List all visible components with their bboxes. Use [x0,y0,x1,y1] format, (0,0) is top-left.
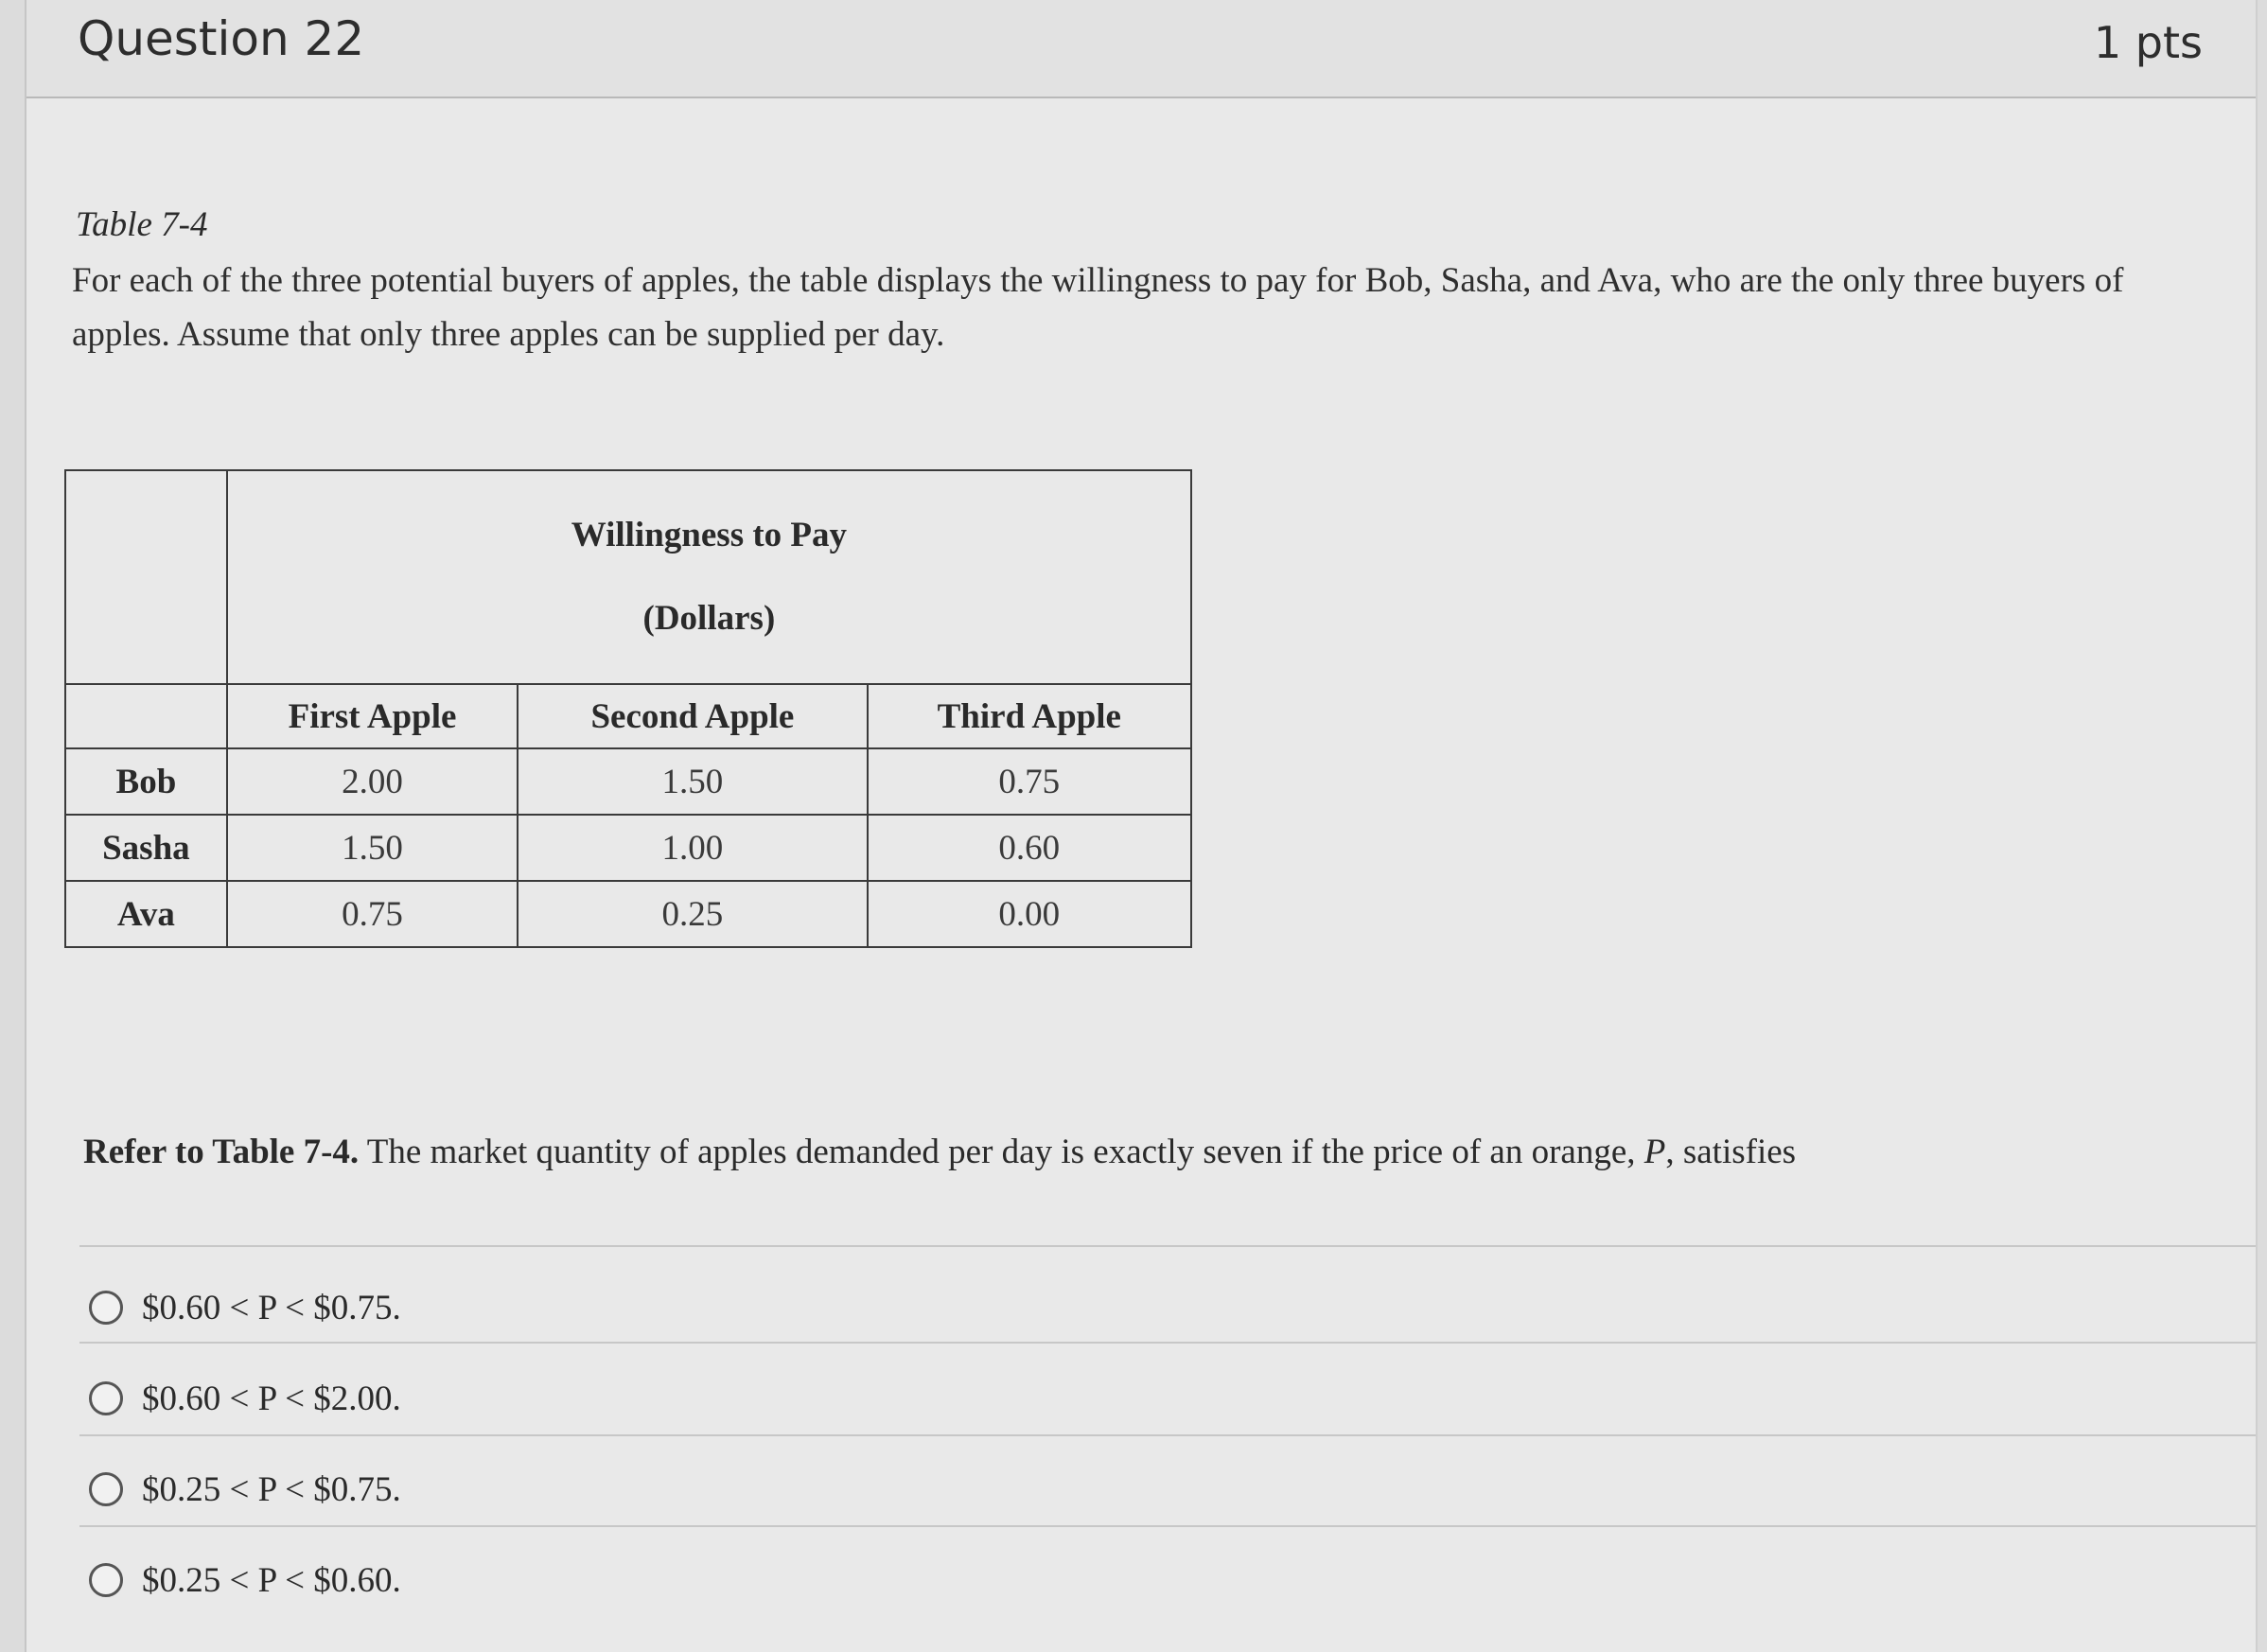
question-title: Question 22 [78,11,365,66]
table-caption: Table 7-4 [76,205,208,244]
radio-button-icon[interactable] [89,1563,123,1597]
column-header-row [65,684,1191,748]
answer-divider [79,1342,2256,1344]
table-row [65,881,1191,947]
table-header-title: Willingness to Pay [571,516,848,554]
stem-table-reference: Refer to Table 7-4. [83,1133,360,1171]
question-header [26,0,2256,98]
answer-option-3[interactable] [89,1461,401,1518]
table-row [65,815,1191,881]
table-header-row [65,470,1191,684]
table-header-unit: (Dollars) [642,599,776,638]
answer-divider [79,1525,2256,1527]
question-description: For each of the three potential buyers of apples, the table displays the willingness to pay for Bob, Sasha, and Ava, who are the only three buyers of apples. Assume that only three apples can be supplied per day. [72,261,2124,354]
column-header: Second Apple [518,684,867,748]
table-cell: 0.25 [518,881,867,947]
radio-button-icon[interactable] [89,1291,123,1325]
table-cell: 0.00 [868,881,1191,947]
row-label: Bob [65,748,227,815]
table-row [65,748,1191,815]
table-cell: 0.60 [868,815,1191,881]
quiz-page [25,0,2258,1652]
table-cell: 2.00 [227,748,518,815]
answer-divider [79,1434,2256,1436]
row-label: Ava [65,881,227,947]
question-points: 1 pts [2093,17,2203,68]
table-cell: 0.75 [868,748,1191,815]
answer-option-4[interactable] [89,1552,401,1608]
row-label: Sasha [65,815,227,881]
table-cell: 1.00 [518,815,867,881]
answer-text: $0.25 < P < $0.60. [142,1560,401,1600]
table-cell: 0.75 [227,881,518,947]
answer-text: $0.60 < P < $0.75. [142,1288,401,1327]
answer-text: $0.25 < P < $0.75. [142,1469,401,1509]
radio-button-icon[interactable] [89,1472,123,1506]
answer-text: $0.60 < P < $2.00. [142,1379,401,1418]
table-cell: 1.50 [518,748,867,815]
table-header-cell [227,470,1191,684]
answer-divider [79,1245,2256,1247]
empty-row-label-cell [65,684,227,748]
stem-text-before: The market quantity of apples demanded per day is exactly seven if the price of an orange, [359,1133,1644,1171]
stem-text-after: , satisfies [1665,1133,1797,1171]
empty-corner-cell [65,470,227,684]
column-header: First Apple [227,684,518,748]
answer-option-2[interactable] [89,1370,401,1427]
table-cell: 1.50 [227,815,518,881]
willingness-to-pay-table [64,469,1192,948]
question-stem [83,1132,1796,1172]
radio-button-icon[interactable] [89,1381,123,1415]
column-header: Third Apple [868,684,1191,748]
answer-option-1[interactable] [89,1279,401,1336]
stem-variable: P [1643,1133,1666,1171]
